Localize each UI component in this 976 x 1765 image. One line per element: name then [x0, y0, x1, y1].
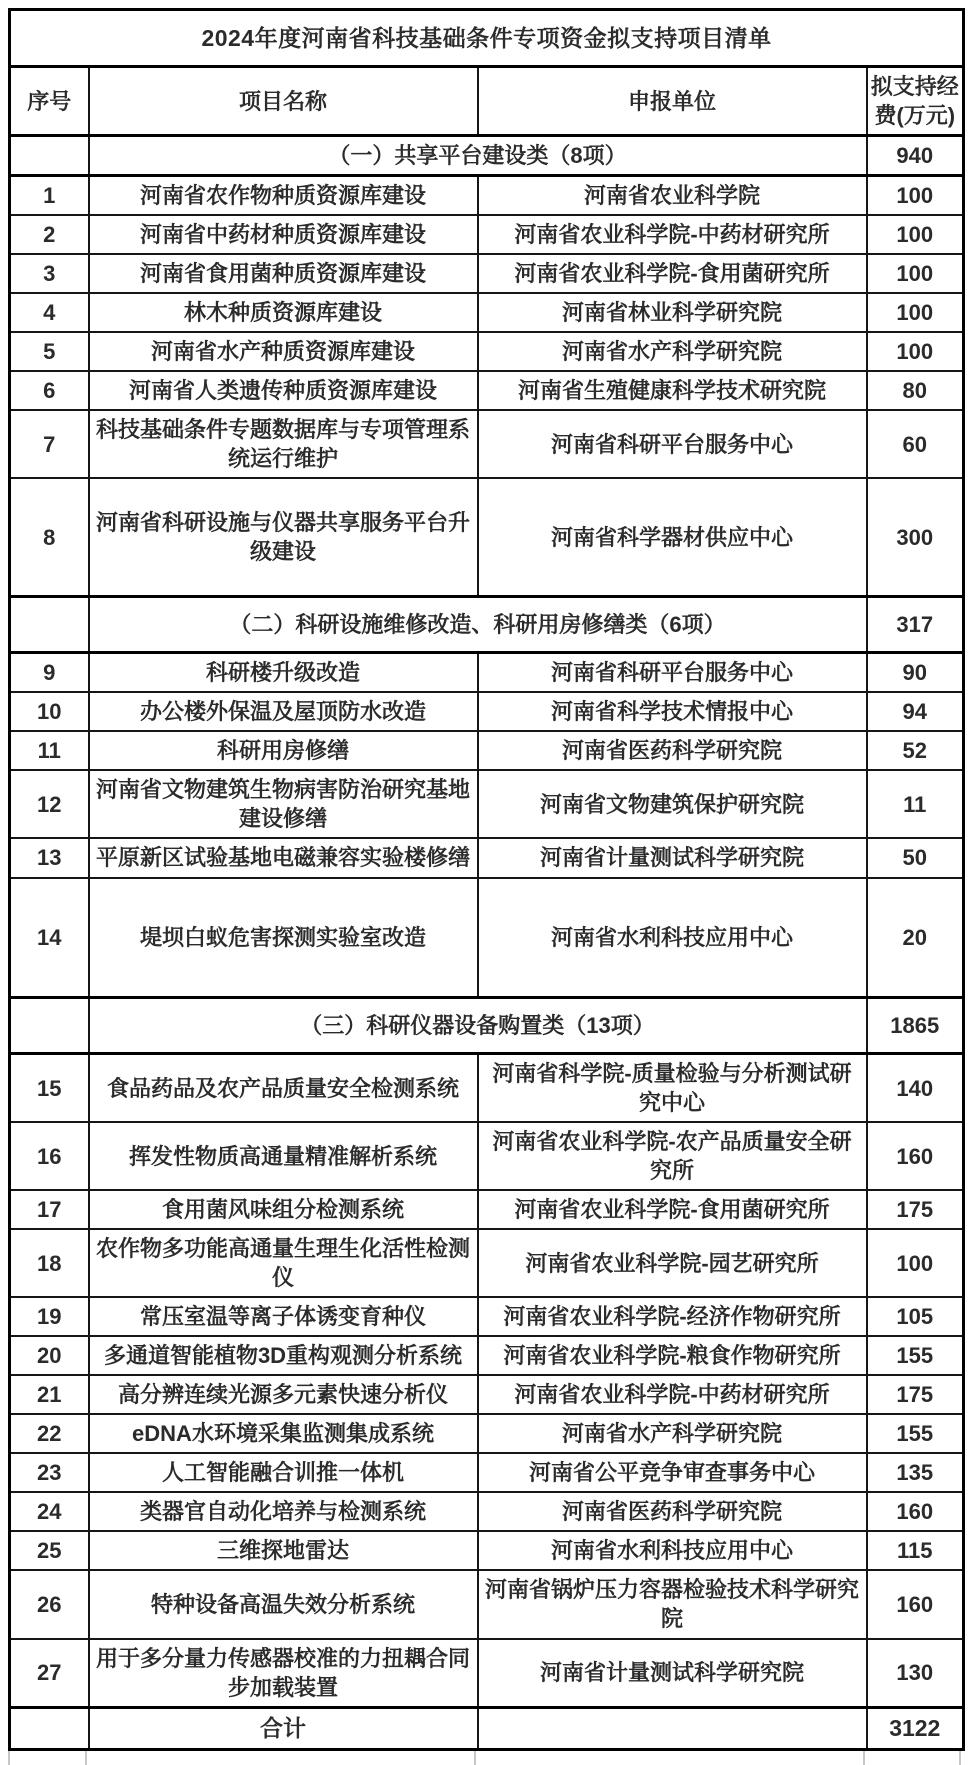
- next-row-cutoff: [8, 1751, 962, 1765]
- cell-unit: 河南省公平竞争审查事务中心: [478, 1453, 867, 1492]
- table-row: [10, 731, 964, 770]
- cell-no: 16: [10, 1122, 89, 1190]
- table-row: [10, 1336, 964, 1375]
- cell-unit: 河南省农业科学院: [478, 176, 867, 216]
- cell-unit: 河南省锅炉压力容器检验技术科学研究院: [478, 1570, 867, 1638]
- cell-unit: 河南省农业科学院-农产品质量安全研究所: [478, 1122, 867, 1190]
- section-title: （一）共享平台建设类（8项）: [89, 136, 867, 176]
- total-label: 合计: [89, 1707, 478, 1749]
- cell-no: 13: [10, 838, 89, 877]
- cell-unit: 河南省计量测试科学研究院: [478, 838, 867, 877]
- cell-project-name: 类器官自动化培养与检测系统: [89, 1492, 478, 1531]
- total-spacer-unit: [478, 1707, 867, 1749]
- cell-unit: 河南省农业科学院-中药材研究所: [478, 1375, 867, 1414]
- cell-no: 23: [10, 1453, 89, 1492]
- cell-unit: 河南省水产科学研究院: [478, 1414, 867, 1453]
- cell-project-name: 科研用房修缮: [89, 731, 478, 770]
- table-row: [10, 1297, 964, 1336]
- cell-no: 19: [10, 1297, 89, 1336]
- cell-unit: 河南省科学器材供应中心: [478, 478, 867, 596]
- section-row: [10, 998, 964, 1054]
- cell-unit: 河南省农业科学院-经济作物研究所: [478, 1297, 867, 1336]
- table-row: [10, 1639, 964, 1708]
- table-row: [10, 1229, 964, 1297]
- cell-amount: 100: [867, 215, 964, 254]
- cell-amount: 155: [867, 1414, 964, 1453]
- cell-unit: 河南省医药科学研究院: [478, 1492, 867, 1531]
- table-row: [10, 478, 964, 596]
- col-header-project: 项目名称: [89, 67, 478, 136]
- section-spacer: [10, 998, 89, 1054]
- cell-unit: 河南省生殖健康科学技术研究院: [478, 371, 867, 410]
- cell-project-name: 用于多分量力传感器校准的力扭耦合同步加载装置: [89, 1639, 478, 1708]
- cell-project-name: 三维探地雷达: [89, 1531, 478, 1570]
- cell-no: 9: [10, 652, 89, 692]
- cell-amount: 50: [867, 838, 964, 877]
- table-row: [10, 176, 964, 216]
- cell-no: 14: [10, 878, 89, 998]
- cell-project-name: 平原新区试验基地电磁兼容实验楼修缮: [89, 838, 478, 877]
- cell-no: 11: [10, 731, 89, 770]
- table-row: [10, 838, 964, 877]
- table-row: [10, 1453, 964, 1492]
- cell-no: 27: [10, 1639, 89, 1708]
- cell-unit: 河南省文物建筑保护研究院: [478, 770, 867, 838]
- title-row: [10, 10, 964, 67]
- cell-project-name: 河南省农作物种质资源库建设: [89, 176, 478, 216]
- table-row: [10, 1375, 964, 1414]
- cell-amount: 100: [867, 332, 964, 371]
- cell-amount: 160: [867, 1570, 964, 1638]
- col-header-amount: 拟支持经费(万元): [867, 67, 964, 136]
- cell-amount: 130: [867, 1639, 964, 1708]
- cell-amount: 52: [867, 731, 964, 770]
- cell-no: 7: [10, 410, 89, 478]
- cell-no: 25: [10, 1531, 89, 1570]
- cell-no: 17: [10, 1190, 89, 1229]
- cell-no: 2: [10, 215, 89, 254]
- table-row: [10, 692, 964, 731]
- cell-project-name: 河南省科研设施与仪器共享服务平台升级建设: [89, 478, 478, 596]
- section-row: [10, 136, 964, 176]
- cell-amount: 300: [867, 478, 964, 596]
- cell-unit: 河南省水产科学研究院: [478, 332, 867, 371]
- table-row: [10, 371, 964, 410]
- section-spacer: [10, 596, 89, 652]
- cell-project-name: 林木种质资源库建设: [89, 293, 478, 332]
- cell-unit: 河南省科学院-质量检验与分析测试研究中心: [478, 1054, 867, 1123]
- col-header-no: 序号: [10, 67, 89, 136]
- cell-no: 3: [10, 254, 89, 293]
- column-header-row: [10, 67, 964, 136]
- cell-unit: 河南省科研平台服务中心: [478, 652, 867, 692]
- section-amount: 317: [867, 596, 964, 652]
- cell-no: 10: [10, 692, 89, 731]
- cell-unit: 河南省农业科学院-食用菌研究所: [478, 254, 867, 293]
- cell-amount: 160: [867, 1492, 964, 1531]
- table-row: [10, 1531, 964, 1570]
- cell-project-name: 特种设备高温失效分析系统: [89, 1570, 478, 1638]
- section-amount: 1865: [867, 998, 964, 1054]
- cell-amount: 105: [867, 1297, 964, 1336]
- cell-amount: 135: [867, 1453, 964, 1492]
- cell-no: 20: [10, 1336, 89, 1375]
- cell-project-name: eDNA水环境采集监测集成系统: [89, 1414, 478, 1453]
- section-row: [10, 596, 964, 652]
- section-title: （二）科研设施维修改造、科研用房修缮类（6项）: [89, 596, 867, 652]
- cell-project-name: 多通道智能植物3D重构观测分析系统: [89, 1336, 478, 1375]
- table-row: [10, 410, 964, 478]
- section-spacer: [10, 136, 89, 176]
- cell-unit: 河南省林业科学研究院: [478, 293, 867, 332]
- cell-amount: 115: [867, 1531, 964, 1570]
- table-row: [10, 215, 964, 254]
- cell-unit: 河南省科研平台服务中心: [478, 410, 867, 478]
- cell-project-name: 办公楼外保温及屋顶防水改造: [89, 692, 478, 731]
- cell-no: 8: [10, 478, 89, 596]
- cell-no: 22: [10, 1414, 89, 1453]
- section-title: （三）科研仪器设备购置类（13项）: [89, 998, 867, 1054]
- cell-project-name: 堤坝白蚁危害探测实验室改造: [89, 878, 478, 998]
- cell-unit: 河南省计量测试科学研究院: [478, 1639, 867, 1708]
- cell-project-name: 河南省中药材种质资源库建设: [89, 215, 478, 254]
- cell-amount: 100: [867, 1229, 964, 1297]
- table-row: [10, 770, 964, 838]
- cell-no: 5: [10, 332, 89, 371]
- cell-no: 6: [10, 371, 89, 410]
- table-row: [10, 254, 964, 293]
- cell-amount: 160: [867, 1122, 964, 1190]
- cell-no: 26: [10, 1570, 89, 1638]
- rows-body: [10, 136, 964, 1708]
- page-title: 2024年度河南省科技基础条件专项资金拟支持项目清单: [10, 10, 964, 67]
- cell-project-name: 食品药品及农产品质量安全检测系统: [89, 1054, 478, 1123]
- cell-project-name: 科研楼升级改造: [89, 652, 478, 692]
- cell-project-name: 人工智能融合训推一体机: [89, 1453, 478, 1492]
- cell-project-name: 河南省食用菌种质资源库建设: [89, 254, 478, 293]
- cell-project-name: 河南省文物建筑生物病害防治研究基地建设修缮: [89, 770, 478, 838]
- cell-unit: 河南省农业科学院-食用菌研究所: [478, 1190, 867, 1229]
- cell-amount: 175: [867, 1190, 964, 1229]
- cell-project-name: 农作物多功能高通量生理生化活性检测仪: [89, 1229, 478, 1297]
- cell-no: 1: [10, 176, 89, 216]
- cell-no: 21: [10, 1375, 89, 1414]
- cell-no: 18: [10, 1229, 89, 1297]
- cell-amount: 94: [867, 692, 964, 731]
- cell-no: 12: [10, 770, 89, 838]
- cell-amount: 11: [867, 770, 964, 838]
- cell-project-name: 食用菌风味组分检测系统: [89, 1190, 478, 1229]
- cell-no: 15: [10, 1054, 89, 1123]
- table-row: [10, 293, 964, 332]
- total-row: [10, 1707, 964, 1749]
- table-row: [10, 878, 964, 998]
- cell-no: 4: [10, 293, 89, 332]
- cell-amount: 155: [867, 1336, 964, 1375]
- cell-project-name: 河南省人类遗传种质资源库建设: [89, 371, 478, 410]
- cell-no: 24: [10, 1492, 89, 1531]
- cell-unit: 河南省水利科技应用中心: [478, 1531, 867, 1570]
- table-row: [10, 1492, 964, 1531]
- table-row: [10, 1570, 964, 1638]
- cell-amount: 140: [867, 1054, 964, 1123]
- table-row: [10, 652, 964, 692]
- cell-amount: 175: [867, 1375, 964, 1414]
- cell-amount: 100: [867, 293, 964, 332]
- table-row: [10, 1414, 964, 1453]
- cell-unit: 河南省农业科学院-园艺研究所: [478, 1229, 867, 1297]
- col-header-unit: 申报单位: [478, 67, 867, 136]
- cell-amount: 100: [867, 176, 964, 216]
- section-amount: 940: [867, 136, 964, 176]
- cell-amount: 60: [867, 410, 964, 478]
- cell-project-name: 常压室温等离子体诱变育种仪: [89, 1297, 478, 1336]
- cell-project-name: 科技基础条件专题数据库与专项管理系统运行维护: [89, 410, 478, 478]
- table-row: [10, 332, 964, 371]
- cell-unit: 河南省农业科学院-粮食作物研究所: [478, 1336, 867, 1375]
- table-row: [10, 1122, 964, 1190]
- table-row: [10, 1190, 964, 1229]
- cell-unit: 河南省医药科学研究院: [478, 731, 867, 770]
- total-spacer-no: [10, 1707, 89, 1749]
- cell-amount: 100: [867, 254, 964, 293]
- table-row: [10, 1054, 964, 1123]
- cell-unit: 河南省水利科技应用中心: [478, 878, 867, 998]
- cell-project-name: 挥发性物质高通量精准解析系统: [89, 1122, 478, 1190]
- cell-amount: 20: [867, 878, 964, 998]
- total-amount: 3122: [867, 1707, 964, 1749]
- cell-project-name: 高分辨连续光源多元素快速分析仪: [89, 1375, 478, 1414]
- cell-amount: 90: [867, 652, 964, 692]
- cell-amount: 80: [867, 371, 964, 410]
- cell-unit: 河南省科学技术情报中心: [478, 692, 867, 731]
- fund-project-table: [8, 8, 965, 1751]
- cell-unit: 河南省农业科学院-中药材研究所: [478, 215, 867, 254]
- cell-project-name: 河南省水产种质资源库建设: [89, 332, 478, 371]
